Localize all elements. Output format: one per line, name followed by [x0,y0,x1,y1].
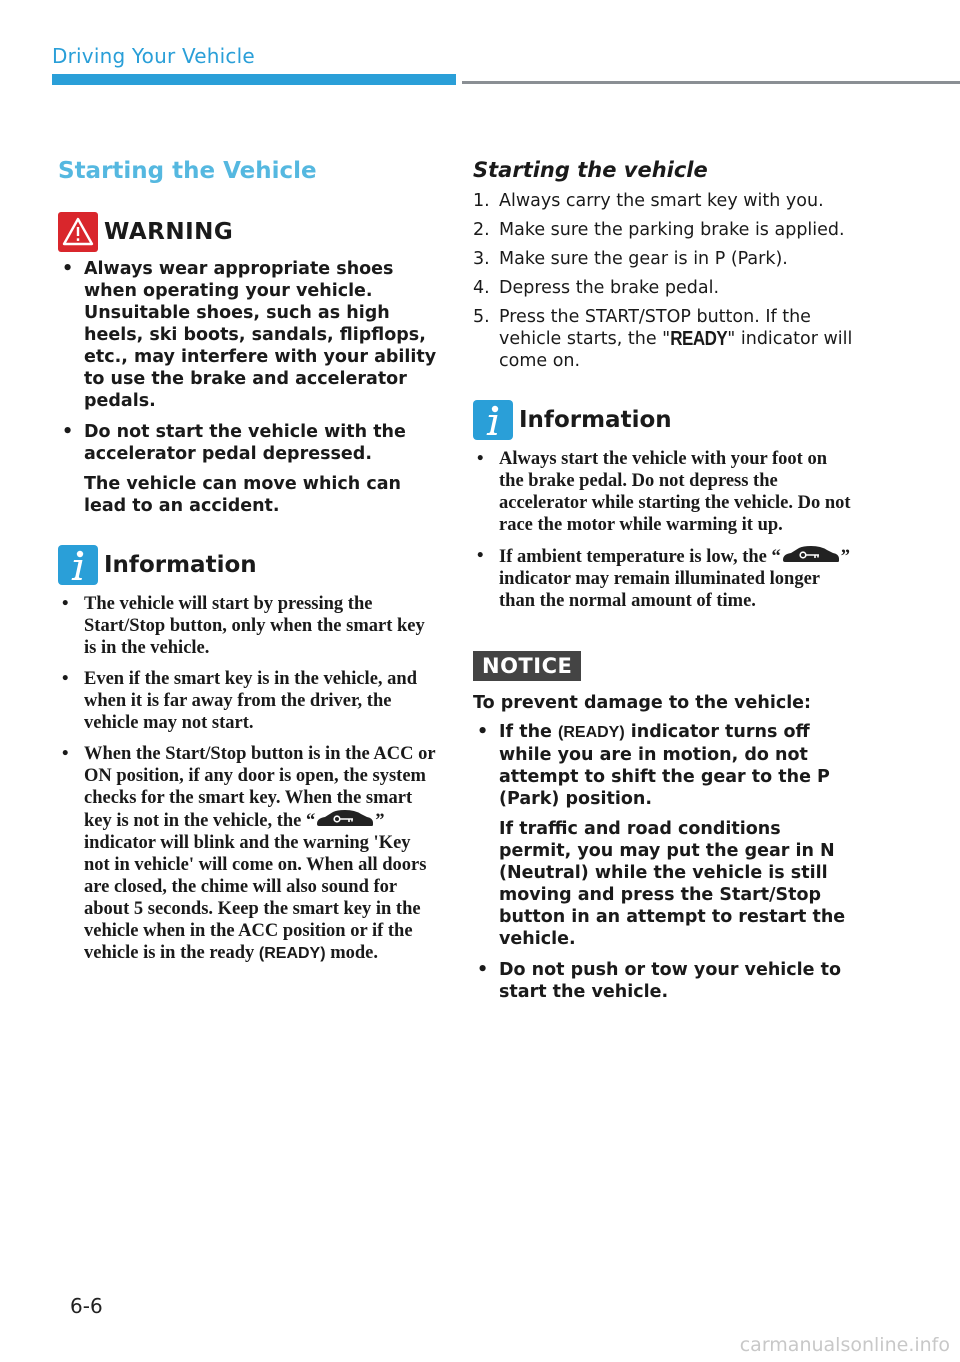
step-text: Always carry the smart key with you. [499,191,824,211]
list-item [473,277,853,299]
information-list [58,593,438,965]
warning-list [58,258,438,517]
info-item-text: ” indicator may remain illuminated longer than the normal amount of time. [499,547,850,611]
left-column [58,158,438,974]
notice-intro: To prevent damage to the vehicle: [473,693,812,713]
header-accent-bar [52,74,456,85]
subsection-title: Starting the vehicle [473,158,708,182]
notice-item-text: If the [499,722,559,742]
information-heading [473,400,853,440]
info-item-text: The vehicle will start by pressing the Start/Stop button, only when the smart key is in the vehicle. [84,594,425,658]
page-number: 6-6 [70,1294,103,1318]
step-number: 1. [473,191,490,211]
list-item [58,258,438,412]
notice-list [473,721,853,1003]
ready-indicator: READY [670,327,728,350]
list-item [473,721,853,950]
notice-item-text: indicator turns off while you are in motion, do not attempt to shift the gear to the P (Park) position. [499,722,830,809]
step-text: Press the START/STOP button. If the vehicle starts, the " [499,307,811,349]
list-item [58,668,438,734]
step-number: 3. [473,249,490,269]
warning-item-subtext: The vehicle can move which can lead to an accident. [84,474,401,516]
notice-item-text: Do not push or tow your vehicle to start the vehicle. [499,960,841,1002]
list-item [473,448,853,536]
step-number: 2. [473,220,490,240]
information-heading [58,545,438,585]
information-label: Information [519,407,672,433]
list-item [473,248,853,270]
warning-item-text: Do not start the vehicle with the accelerator pedal depressed. [84,422,406,464]
list-item [473,190,853,212]
list-item [473,959,853,1003]
step-number: 5. [473,307,490,327]
warning-label: WARNING [104,219,234,245]
warning-triangle-icon [58,212,98,252]
ready-indicator: (READY) [258,945,326,962]
warning-heading [58,212,438,252]
info-item-text: If ambient temperature is low, the “ [499,547,781,567]
step-text: Make sure the gear is in P (Park). [499,249,788,269]
step-text: " indicator will come on. [499,329,853,371]
right-column [473,158,853,1012]
notice-item-subtext: If traffic and road conditions permit, you may put the gear in N (Neutral) while the vehicle is still moving and press the Start/Stop button in an attempt to restart the vehicle. [499,819,846,949]
info-item-text: mode. [325,943,378,963]
information-list [473,448,853,612]
list-item [473,306,853,372]
ready-indicator: (READY) [558,724,625,741]
list-item [58,593,438,659]
info-item-text: Even if the smart key is in the vehicle, and when it is far away from the driver, the vehicle may not start. [84,669,417,733]
notice-label: NOTICE [473,651,581,681]
warning-item-text: Always wear appropriate shoes when operating your vehicle. Unsuitable shoes, such as high heels, ski boots, sandals, flipflops, etc., may interfere with your ability to use the brake and accelerator pedals. [84,259,437,411]
watermark: carmanualsonline.info [739,1334,950,1356]
list-item [473,545,853,612]
steps-list [473,190,853,372]
header-title: Driving Your Vehicle [52,44,255,68]
info-item-text: ” indicator will blink and the warning 'Key not in vehicle' will come on. When all doors are closed, the chime will also sound for about 5 seconds. Keep the smart key in the vehicle when in the ACC position or if the vehicle is in the ready [84,811,427,963]
car-key-indicator-icon [315,809,375,829]
info-icon [58,545,98,585]
section-title: Starting the Vehicle [58,158,317,184]
info-item-text: Always start the vehicle with your foot on the brake pedal. Do not depress the accelerator while starting the vehicle. Do not race the motor while warming it up. [499,449,851,535]
list-item [58,743,438,965]
list-item [58,421,438,517]
information-label: Information [104,552,257,578]
info-item-text: When the Start/Stop button is in the ACC or ON position, if any door is open, the system checks for the smart key. When the smart key is not in the vehicle, the “ [84,744,436,831]
info-icon [473,400,513,440]
step-text: Depress the brake pedal. [499,278,720,298]
step-text: Make sure the parking brake is applied. [499,220,845,240]
step-number: 4. [473,278,490,298]
car-key-indicator-icon [781,545,841,565]
header-divider-line [462,81,960,84]
list-item [473,219,853,241]
